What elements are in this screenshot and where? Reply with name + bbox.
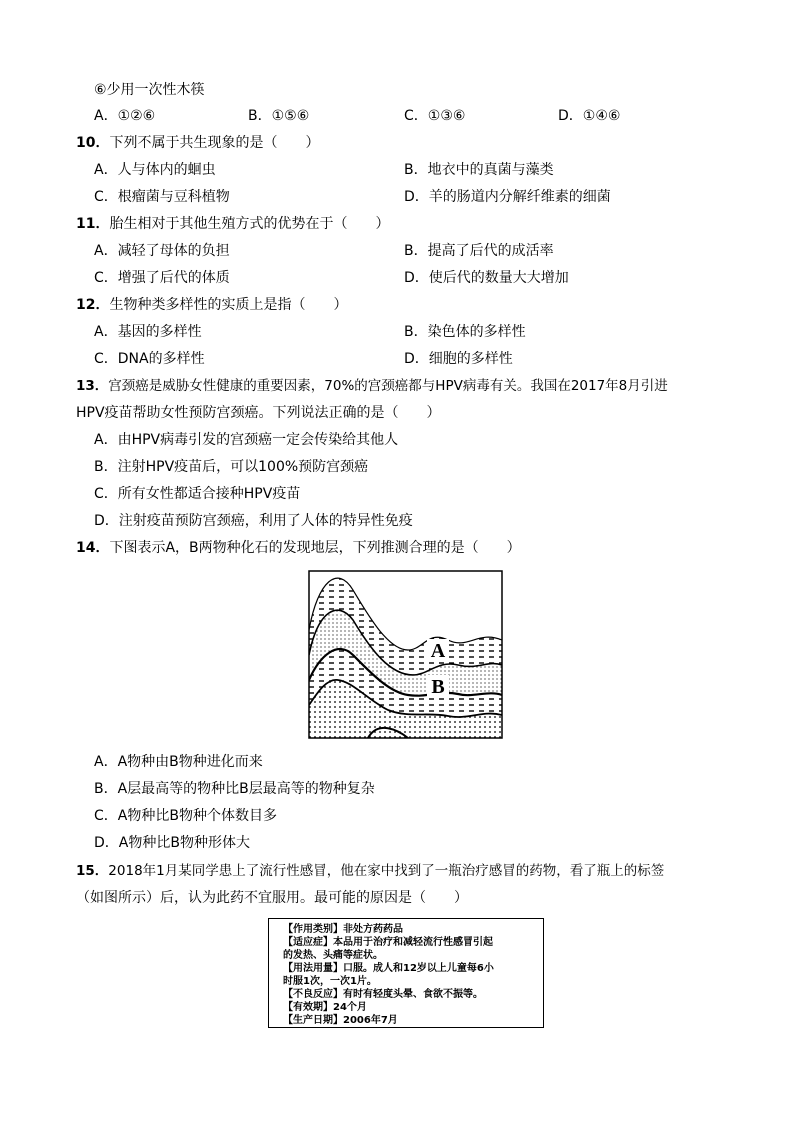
q12-stem: 生物种类多样性的实质上是指（ ） (109, 297, 348, 313)
q14-option-b: B．A层最高等的物种比B层最高等的物种复杂 (94, 781, 375, 797)
q14-option-d: D．A物种比B物种形体大 (94, 835, 250, 851)
q14-stem: 下图表示A，B两物种化石的发现地层，下列推测合理的是（ ） (109, 540, 521, 556)
q13-option-d: D．注射疫苗预防宫颈癌，利用了人体的特异性免疫 (94, 513, 413, 529)
q13-option-c: C．所有女性都适合接种HPV疫苗 (94, 486, 301, 502)
q10-option-d: D．羊的肠道内分解纤维素的细菌 (404, 189, 611, 205)
q13-option-b: B．注射HPV疫苗后，可以100%预防宫颈癌 (94, 459, 369, 475)
q13-stem-line-2: HPV疫苗帮助女性预防宫颈癌。下列说法正确的是（ ） (76, 405, 441, 421)
q14-option-c: C．A物种比B物种个体数目多 (94, 808, 277, 824)
q13-stem-1: 宫颈癌是威胁女性健康的重要因素，70%的宫颈癌都与HPV病毒有关。我国在2017年8月引进 (108, 378, 668, 394)
q12-option-d: D．细胞的多样性 (404, 351, 513, 367)
q12-stem-line (76, 295, 347, 315)
q13-number: 13． (76, 378, 109, 394)
q14-option-a: A．A物种由B物种进化而来 (94, 754, 263, 770)
strata-figure (308, 570, 504, 740)
label-line-8: 【生产日期】2006年7月 (283, 1015, 398, 1026)
q11-stem-line (76, 214, 389, 234)
q10-stem: 下列不属于共生现象的是（ ） (109, 135, 320, 151)
label-line-5: 时服1次，一次1片。 (283, 976, 377, 987)
medicine-label (268, 918, 544, 1028)
q15-number: 15． (76, 863, 109, 879)
q12-option-c: C．DNA的多样性 (94, 351, 205, 367)
q9-option-b: B．①⑤⑥ (248, 108, 310, 124)
q11-option-b: B．提高了后代的成活率 (404, 243, 554, 259)
q9-option-c: C．①③⑥ (404, 108, 466, 124)
q14-stem-line (76, 538, 521, 558)
label-line-2: 【适应症】本品用于治疗和减轻流行性感冒引起 (283, 937, 493, 948)
q12-option-a: A．基因的多样性 (94, 324, 202, 340)
q15-stem-1: 2018年1月某同学患上了流行性感冒，他在家中找到了一瓶治疗感冒的药物，看了瓶上的标签 (108, 863, 665, 879)
q12-option-b: B．染色体的多样性 (404, 324, 526, 340)
q11-number: 11． (76, 216, 110, 232)
q13-stem-line-1 (76, 376, 668, 396)
q9-option-a: A．①②⑥ (94, 108, 156, 124)
label-line-7: 【有效期】24个月 (283, 1002, 367, 1013)
q11-option-d: D．使后代的数量大大增加 (404, 270, 569, 286)
q10-option-c: C．根瘤菌与豆科植物 (94, 189, 230, 205)
q11-option-a: A．减轻了母体的负担 (94, 243, 230, 259)
q9-item6: ⑥少用一次性木筷 (94, 82, 205, 98)
q15-stem-line-1 (76, 861, 664, 881)
label-line-1: 【作用类别】非处方药药品 (283, 924, 403, 935)
q10-number: 10． (76, 135, 110, 151)
figure-label-a: A (430, 640, 446, 662)
q10-stem-line (76, 133, 319, 153)
label-line-6: 【不良反应】有时有轻度头晕、食欲不振等。 (283, 989, 483, 1000)
q10-option-b: B．地衣中的真菌与藻类 (404, 162, 554, 178)
q9-option-d: D．①④⑥ (558, 108, 621, 124)
label-line-3: 的发热、头痛等症状。 (283, 950, 383, 961)
label-line-4: 【用法用量】口服。成人和12岁以上儿童每6小 (283, 963, 494, 974)
q11-option-c: C．增强了后代的体质 (94, 270, 230, 286)
q15-stem-line-2: （如图所示）后，认为此药不宜服用。最可能的原因是（ ） (76, 890, 468, 906)
q14-number: 14． (76, 540, 110, 556)
q11-stem: 胎生相对于其他生殖方式的优势在于（ ） (109, 216, 390, 232)
figure-label-b: B (431, 676, 445, 698)
q10-option-a: A．人与体内的蛔虫 (94, 162, 216, 178)
q12-number: 12． (76, 297, 110, 313)
q13-option-a: A．由HPV病毒引发的宫颈癌一定会传染给其他人 (94, 432, 399, 448)
